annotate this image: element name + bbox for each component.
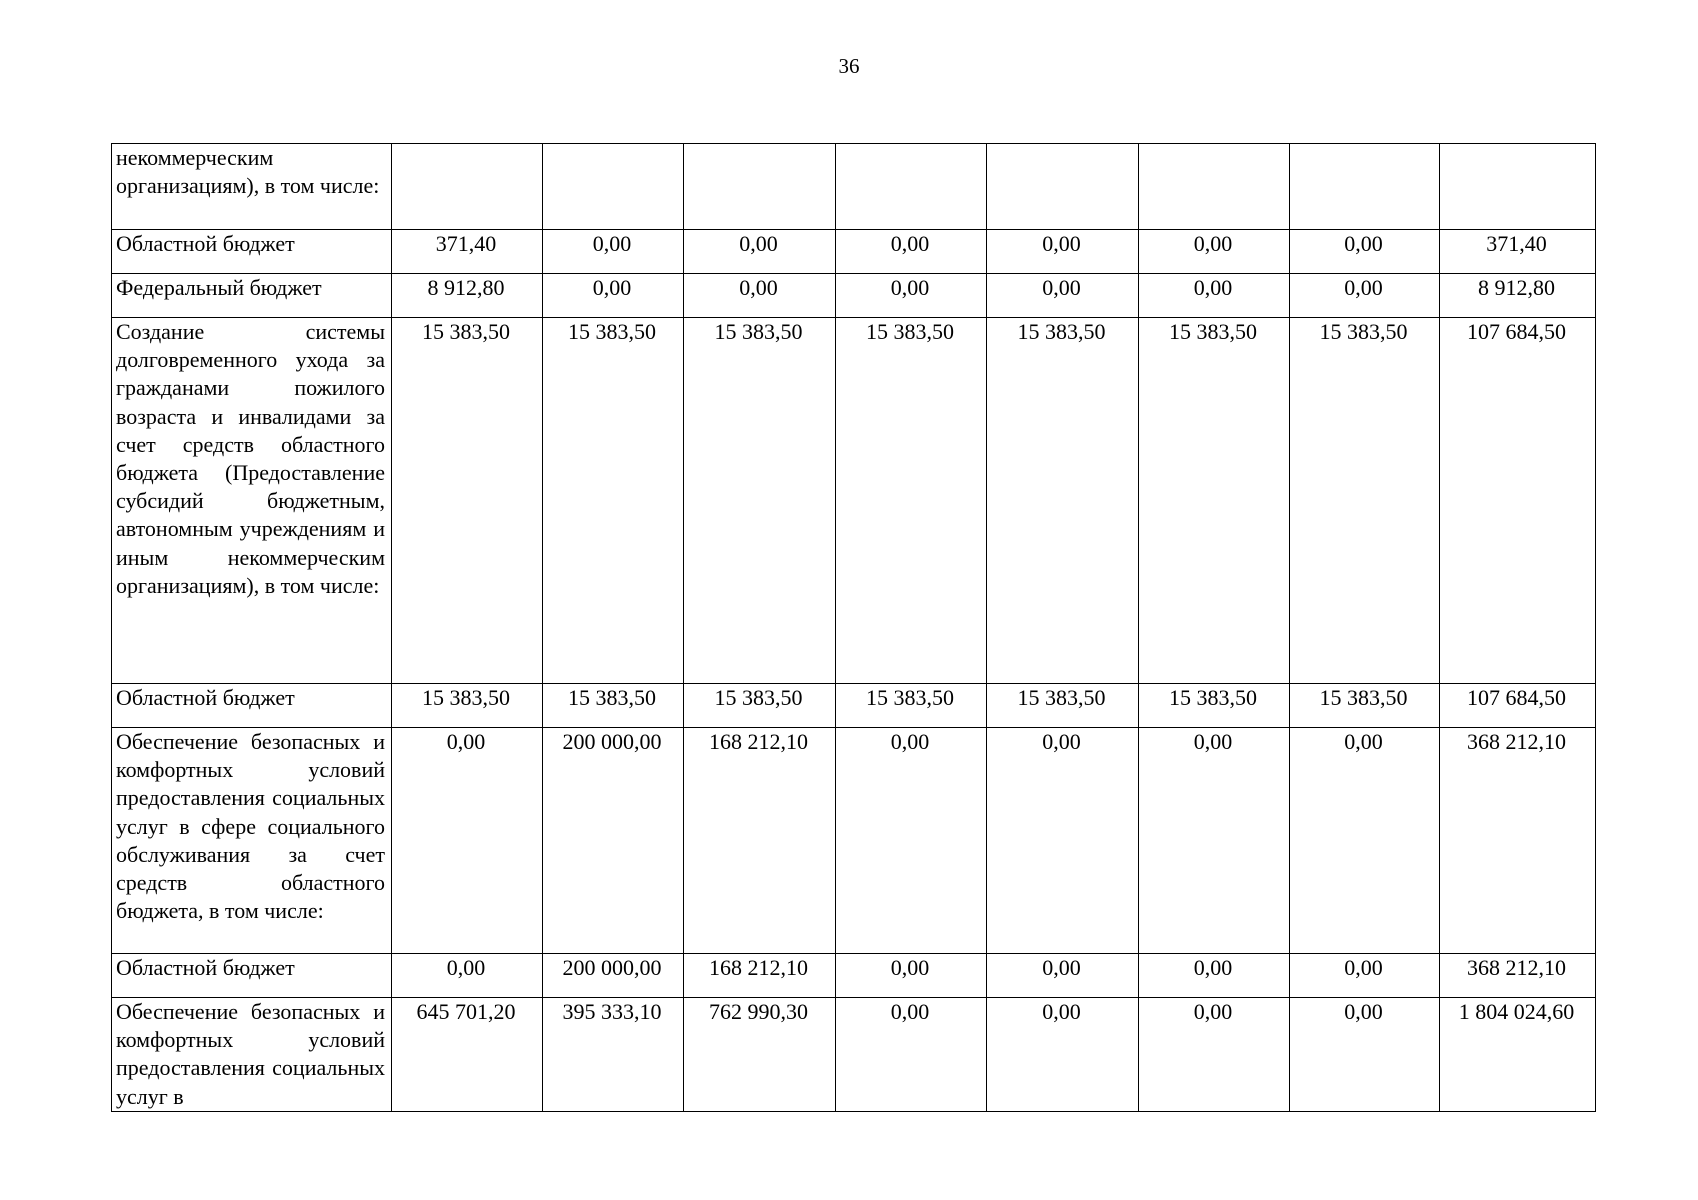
value-cell: 0,00 — [836, 998, 987, 1112]
table-row — [112, 728, 1596, 954]
row-label: некоммерческим организациям), в том числе: — [112, 144, 392, 230]
value-cell: 0,00 — [836, 728, 987, 954]
value-cell: 15 383,50 — [836, 318, 987, 684]
value-cell: 0,00 — [1139, 274, 1290, 318]
value-cell: 0,00 — [543, 274, 684, 318]
table-row — [112, 684, 1596, 728]
table-row — [112, 230, 1596, 274]
value-cell: 0,00 — [1139, 728, 1290, 954]
value-cell: 0,00 — [836, 230, 987, 274]
value-cell: 0,00 — [1290, 998, 1440, 1112]
value-cell: 200 000,00 — [543, 954, 684, 998]
total-cell — [1440, 144, 1596, 230]
budget-table-body — [112, 144, 1596, 1112]
value-cell — [684, 144, 836, 230]
row-label: Создание системы долговременного ухода за гражданами пожилого возраста и инвалидами за счет средств областного бюджета (Предоставление субсидий бюджетным, автономным учреждениям и иным некоммерческим организациям), в том числе: — [112, 318, 392, 684]
value-cell: 168 212,10 — [684, 728, 836, 954]
table-row — [112, 954, 1596, 998]
value-cell: 762 990,30 — [684, 998, 836, 1112]
value-cell: 15 383,50 — [543, 318, 684, 684]
value-cell: 200 000,00 — [543, 728, 684, 954]
total-cell: 368 212,10 — [1440, 728, 1596, 954]
total-cell: 371,40 — [1440, 230, 1596, 274]
budget-table — [111, 143, 1596, 1112]
total-cell: 8 912,80 — [1440, 274, 1596, 318]
value-cell: 371,40 — [392, 230, 543, 274]
value-cell: 0,00 — [1290, 230, 1440, 274]
table-row — [112, 144, 1596, 230]
value-cell: 15 383,50 — [1290, 318, 1440, 684]
value-cell: 15 383,50 — [392, 684, 543, 728]
page-number: 36 — [838, 54, 860, 78]
value-cell: 0,00 — [1290, 728, 1440, 954]
value-cell: 0,00 — [1290, 954, 1440, 998]
total-cell: 107 684,50 — [1440, 684, 1596, 728]
value-cell: 15 383,50 — [684, 684, 836, 728]
value-cell: 0,00 — [987, 728, 1139, 954]
value-cell: 0,00 — [684, 230, 836, 274]
value-cell: 168 212,10 — [684, 954, 836, 998]
value-cell: 15 383,50 — [684, 318, 836, 684]
value-cell: 395 333,10 — [543, 998, 684, 1112]
value-cell — [1139, 144, 1290, 230]
row-label: Областной бюджет — [112, 684, 392, 728]
value-cell: 15 383,50 — [1139, 318, 1290, 684]
value-cell: 15 383,50 — [1290, 684, 1440, 728]
value-cell — [392, 144, 543, 230]
total-cell: 1 804 024,60 — [1440, 998, 1596, 1112]
value-cell — [543, 144, 684, 230]
value-cell: 15 383,50 — [1139, 684, 1290, 728]
table-row — [112, 318, 1596, 684]
value-cell: 0,00 — [684, 274, 836, 318]
value-cell: 8 912,80 — [392, 274, 543, 318]
row-label: Обеспечение безопасных и комфортных условий предоставления социальных услуг в сфере социального обслуживания за счет средств областного бюджета, в том числе: — [112, 728, 392, 954]
total-cell: 368 212,10 — [1440, 954, 1596, 998]
value-cell: 15 383,50 — [392, 318, 543, 684]
table-row — [112, 274, 1596, 318]
value-cell: 0,00 — [1139, 230, 1290, 274]
total-cell: 107 684,50 — [1440, 318, 1596, 684]
value-cell: 0,00 — [987, 274, 1139, 318]
value-cell: 0,00 — [987, 230, 1139, 274]
value-cell: 645 701,20 — [392, 998, 543, 1112]
value-cell: 0,00 — [392, 728, 543, 954]
table-row — [112, 998, 1596, 1112]
value-cell: 0,00 — [836, 274, 987, 318]
value-cell: 15 383,50 — [987, 318, 1139, 684]
row-label: Областной бюджет — [112, 954, 392, 998]
value-cell: 0,00 — [1139, 998, 1290, 1112]
value-cell: 0,00 — [987, 954, 1139, 998]
value-cell — [987, 144, 1139, 230]
value-cell: 0,00 — [1139, 954, 1290, 998]
value-cell: 15 383,50 — [543, 684, 684, 728]
value-cell — [1290, 144, 1440, 230]
value-cell: 0,00 — [836, 954, 987, 998]
value-cell: 15 383,50 — [987, 684, 1139, 728]
row-label: Областной бюджет — [112, 230, 392, 274]
row-label: Федеральный бюджет — [112, 274, 392, 318]
row-label: Обеспечение безопасных и комфортных условий предоставления социальных услуг в — [112, 998, 392, 1112]
value-cell: 0,00 — [1290, 274, 1440, 318]
value-cell: 0,00 — [543, 230, 684, 274]
value-cell: 15 383,50 — [836, 684, 987, 728]
value-cell — [836, 144, 987, 230]
value-cell: 0,00 — [987, 998, 1139, 1112]
value-cell: 0,00 — [392, 954, 543, 998]
